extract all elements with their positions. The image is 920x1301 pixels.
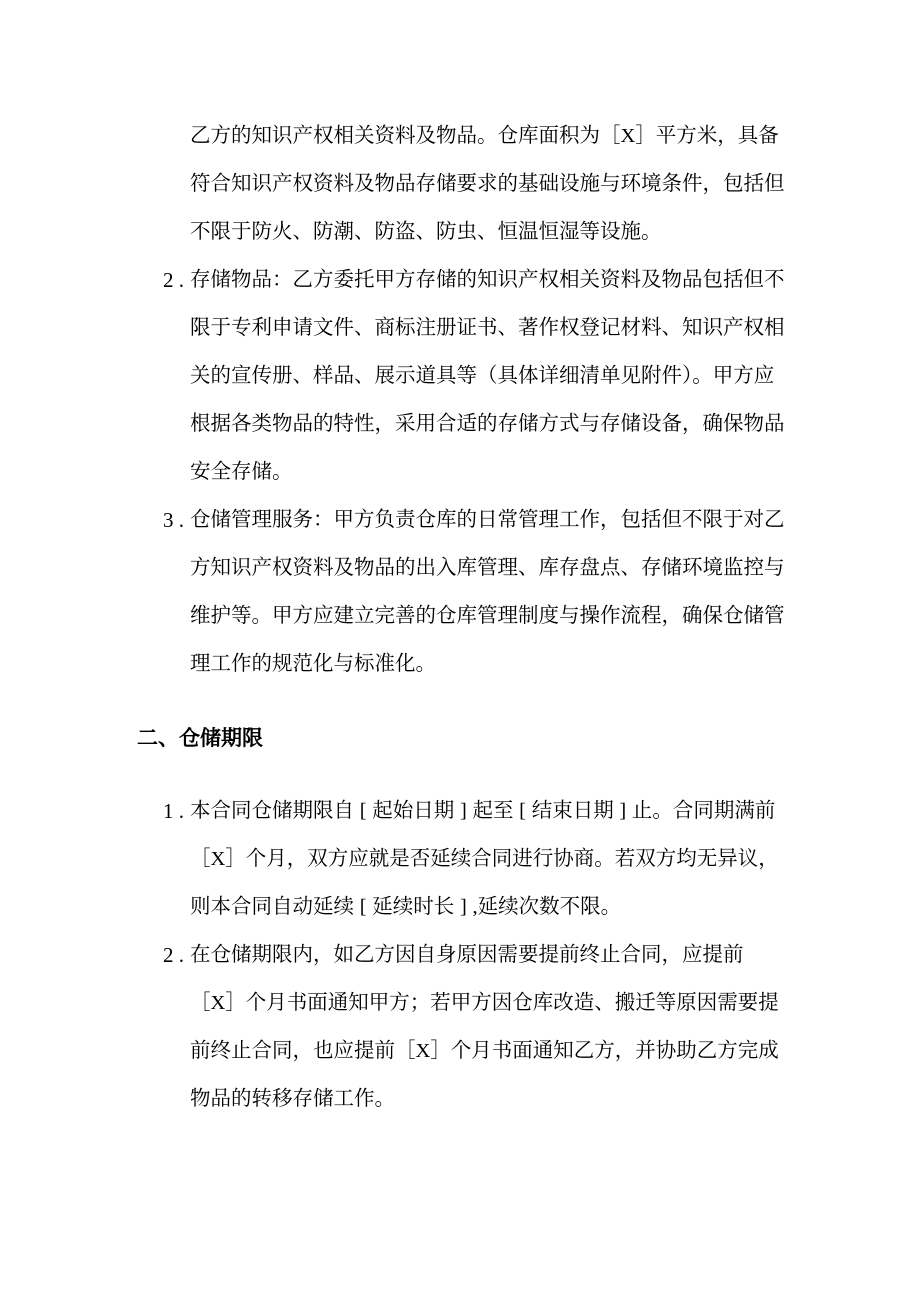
text-run: 则本合同自动延续 bbox=[190, 895, 360, 918]
text-run: X bbox=[210, 848, 226, 870]
list-item-contract-term bbox=[0, 787, 920, 931]
text-run: [ bbox=[519, 800, 526, 822]
text-run: 符合知识产权资料及物品存储要求的基础设施与环境条件，包括但 bbox=[190, 172, 785, 195]
text-run: [ bbox=[359, 896, 367, 918]
text-line bbox=[190, 883, 772, 931]
text-run: 结束日期 bbox=[526, 799, 620, 822]
text-line bbox=[190, 400, 785, 448]
text-line bbox=[190, 304, 785, 352]
text-run: 延续时长 bbox=[366, 895, 460, 918]
text-run: 本合同仓储期限自 bbox=[190, 799, 360, 822]
text-run: 限于专利申请文件、商标注册证书、著作权登记材料、知识产权相 bbox=[190, 316, 785, 339]
text-run: ] bbox=[459, 896, 467, 918]
text-line bbox=[190, 931, 772, 979]
text-run: X bbox=[210, 992, 226, 1014]
text-run: X bbox=[620, 125, 636, 147]
text-run: 止。合同期满前 bbox=[626, 799, 776, 822]
text-line bbox=[190, 256, 785, 304]
text-line bbox=[190, 160, 785, 208]
text-line bbox=[190, 1027, 779, 1075]
list-item-lines bbox=[190, 256, 785, 496]
section-heading-storage-term: 二、仓储期限 bbox=[137, 727, 263, 750]
text-line bbox=[190, 496, 785, 544]
text-run: 起至 bbox=[466, 799, 520, 822]
text-line bbox=[190, 448, 772, 496]
list-item-number: 2 . bbox=[163, 943, 184, 967]
text-run: ］个月，双方应就是否延续合同进行协商。若双方均无异议， bbox=[225, 847, 779, 870]
text-run: 延续次数不限。 bbox=[477, 895, 622, 918]
text-run: 乙方的知识产权相关资料及物品。仓库面积为［ bbox=[190, 124, 621, 147]
text-line bbox=[190, 208, 772, 256]
page-content bbox=[0, 112, 920, 1123]
text-line bbox=[190, 1075, 772, 1123]
text-run: ［ bbox=[190, 991, 211, 1014]
list-item-lines bbox=[190, 787, 779, 931]
text-run: ［ bbox=[190, 847, 211, 870]
text-run: 理工作的规范化与标准化。 bbox=[190, 652, 436, 675]
list-item-number: 3 . bbox=[163, 508, 184, 532]
text-run: X bbox=[415, 1040, 431, 1062]
text-line bbox=[190, 835, 779, 883]
text-line bbox=[190, 544, 785, 592]
text-line bbox=[190, 640, 772, 688]
list-item-number: 1 . bbox=[163, 799, 184, 823]
text-run: 根据各类物品的特性，采用合适的存储方式与存储设备，确保物品 bbox=[190, 412, 785, 435]
list-item-lines bbox=[190, 496, 785, 688]
text-run: 方知识产权资料及物品的出入库管理、库存盘点、存储环境监控与 bbox=[190, 556, 785, 579]
text-run: ］个月书面通知甲方；若甲方因仓库改造、搬迁等原因需要提 bbox=[225, 991, 779, 1014]
text-run: 关的宣传册、样品、展示道具等（具体详细清单见附件）。甲方应 bbox=[190, 364, 775, 387]
text-run: 物品的转移存储工作。 bbox=[190, 1087, 395, 1110]
text-run: ] bbox=[459, 800, 467, 822]
text-run: 起始日期 bbox=[366, 799, 460, 822]
list-item-number: 2 . bbox=[163, 268, 184, 292]
text-run: 仓储管理服务：甲方负责仓库的日常管理工作，包括但不限于对乙 bbox=[190, 508, 785, 531]
text-line bbox=[190, 112, 779, 160]
continuation-paragraph bbox=[190, 112, 785, 256]
text-line bbox=[190, 979, 779, 1027]
text-run: 安全存储。 bbox=[190, 460, 293, 483]
text-run: [ bbox=[359, 800, 367, 822]
text-run: 存储物品：乙方委托甲方存储的知识产权相关资料及物品包括但不 bbox=[190, 268, 785, 291]
text-run: 不限于防火、防潮、防盗、防虫、恒温恒湿等设施。 bbox=[190, 220, 662, 243]
text-run: 前终止合同，也应提前［ bbox=[190, 1039, 416, 1062]
text-run: ］个月书面通知乙方，并协助乙方完成 bbox=[430, 1039, 779, 1062]
text-run: , bbox=[472, 896, 478, 918]
list-item-lines bbox=[190, 931, 779, 1123]
list-item-early-termination bbox=[0, 931, 920, 1123]
text-line bbox=[190, 787, 776, 835]
text-line bbox=[190, 592, 785, 640]
text-run: ] bbox=[619, 800, 627, 822]
list-item-storage-goods bbox=[0, 256, 920, 496]
text-run: 在仓储期限内，如乙方因自身原因需要提前终止合同，应提前 bbox=[190, 943, 744, 966]
text-run: 维护等。甲方应建立完善的仓库管理制度与操作流程，确保仓储管 bbox=[190, 604, 785, 627]
text-line bbox=[190, 352, 775, 400]
text-run: ］平方米，具备 bbox=[635, 124, 779, 147]
list-item-warehouse-management bbox=[0, 496, 920, 688]
